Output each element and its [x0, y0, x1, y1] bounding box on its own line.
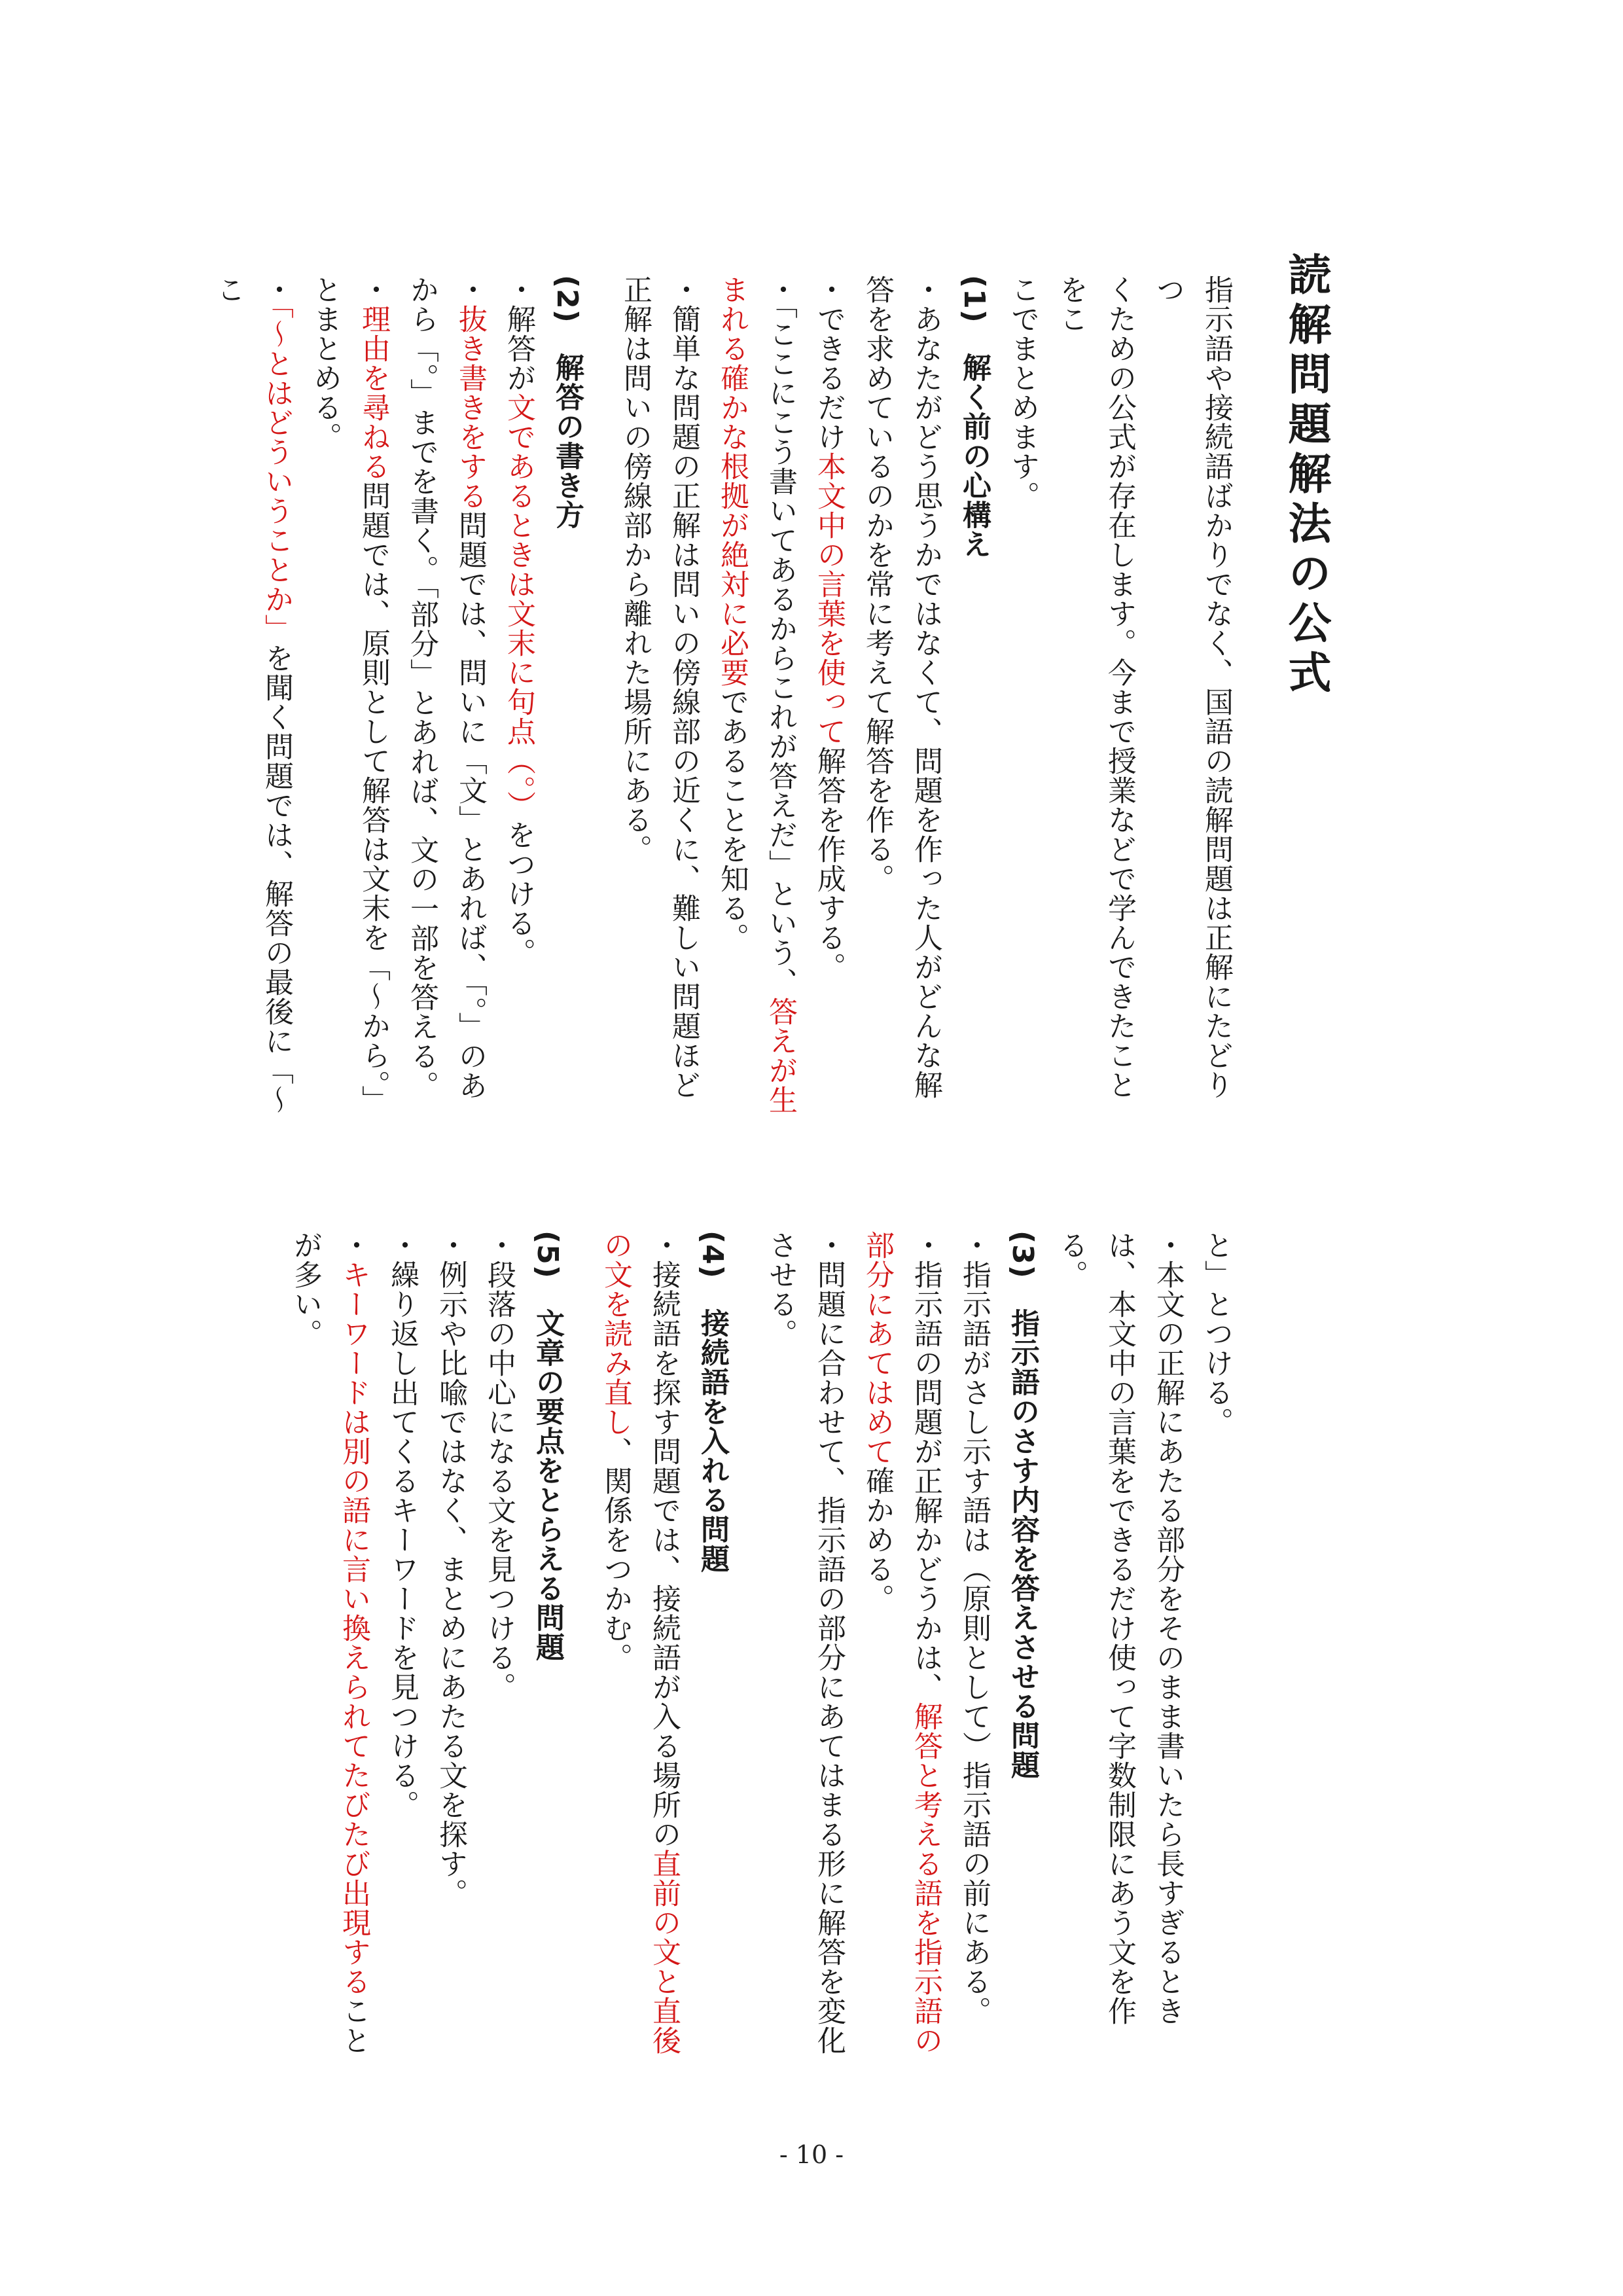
- list-item: ・「ここにこう書いてあるからこれが答えだ」という、答えが生まれる確かな根拠が絶対に必要であることを知る。: [715, 275, 797, 1115]
- section-4: [591, 1230, 736, 2075]
- list-item: ・できるだけ本文中の言葉を使って解答を作成する。: [812, 275, 846, 982]
- section-2-continued: [1046, 1230, 1240, 2075]
- list-item: ・理由を尋ねる問題では、原則として解答は文末を「～から。」とまとめる。: [308, 275, 390, 1115]
- list-item: ・抜き書きをする問題では、問いに「文」とあれば、「。」のあから「。」までを書く。「部分」とあれば、文の一部を答える。: [405, 275, 487, 1100]
- list-item: ・解答が文であるときは文末に句点（。）をつける。: [502, 275, 535, 967]
- list-item: ・繰り返し出てくるキーワードを見つける。: [385, 1230, 419, 1820]
- list-item: ・指示語の問題が正解かどうかは、解答と考える語を指示語の部分にあてはめて確かめる。: [861, 1230, 942, 2055]
- page-title: 読解問題解法の公式: [1281, 252, 1331, 700]
- list-item: ・段落の中心になる文を見つける。: [482, 1230, 516, 1702]
- list-item: ・問題に合わせて、指示語の部分にあてはまる形に解答を変化させる。: [764, 1230, 846, 2055]
- section-heading: (2) 解答の書き方: [550, 275, 584, 529]
- emphasis: 直前の文と直後の: [599, 1230, 681, 2055]
- list-item: ・本文の正解にあたる部分をそのまま書いたら長すぎるときは、本文中の言葉をできるだけ使って字数制限にあう文を作る。: [1054, 1230, 1185, 2026]
- section-1: [611, 275, 998, 1119]
- intro-line: こでまとめます。: [1006, 275, 1039, 511]
- emphasis: 答えが生ま: [715, 275, 797, 1115]
- emphasis: 本文中の言葉を使って: [812, 452, 846, 746]
- emphasis: キーワードは別の語に言い換えられてたびたび出現する: [337, 1260, 370, 1996]
- lower-text-block: [232, 1230, 1240, 2075]
- page-number: - 10 -: [779, 2140, 844, 2169]
- emphasis: 解答と考える語を指示語の部: [861, 1230, 942, 2055]
- emphasis: 文を読み直し: [599, 1260, 632, 1437]
- section-heading: (5) 文章の要点をとらえる問題: [531, 1230, 564, 1662]
- section-3: [756, 1230, 1046, 2075]
- intro-paragraph: [998, 275, 1240, 1119]
- continued-line: と」とつける。: [1200, 1230, 1233, 1437]
- section-heading: (4) 接続語を入れる問題: [696, 1230, 729, 1573]
- list-item: ・接続語を探す問題では、接続語が入る場所の直前の文と直後の文を読み直し、関係をつかむ。: [599, 1230, 681, 2055]
- intro-line: 指示語や接続語ばかりでなく、国語の読解問題は正解にたどりつ: [1151, 275, 1233, 1100]
- section-2: [204, 275, 591, 1119]
- emphasis: 分にあてはめて: [861, 1260, 894, 1466]
- section-5: [281, 1230, 571, 2075]
- emphasis: 抜き書きをする: [454, 304, 487, 511]
- list-item: ・キーワードは別の語に言い換えられてたびたび出現することが多い。: [289, 1230, 370, 2055]
- list-item: ・簡単な問題の正解は問いの傍線部の近くに、難しい問題ほど正解は問いの傍線部から離れた場所にある。: [618, 275, 700, 1100]
- emphasis: れる確かな根拠が絶対に必要: [715, 304, 749, 687]
- emphasis: 「～とはどういうことか」: [260, 304, 293, 643]
- emphasis: 文であるときは文末に句点（。）: [502, 393, 535, 820]
- list-item: ・「～とはどういうことか」を聞く問題では、解答の最後に「～こ: [211, 275, 293, 1115]
- intro-line: くための公式が存在します。今まで授業などで学んできたことをこ: [1054, 275, 1136, 1100]
- emphasis: 理由を尋ねる: [357, 304, 390, 481]
- list-item: ・あなたがどう思うかではなくて、問題を作った人がどんな解答を求めているのかを常に考えて解答を作る。: [861, 275, 942, 1100]
- section-heading: (3) 指示語のさす内容を答えさせる問題: [1006, 1230, 1039, 1780]
- list-item: ・例示や比喩ではなく、まとめにあたる文を探す。: [434, 1230, 467, 1908]
- upper-text-block: [211, 275, 1240, 1119]
- list-item: ・指示語がさし示す語は（原則として）指示語の前にある。: [957, 1230, 991, 2026]
- section-heading: (1) 解く前の心構え: [957, 275, 991, 559]
